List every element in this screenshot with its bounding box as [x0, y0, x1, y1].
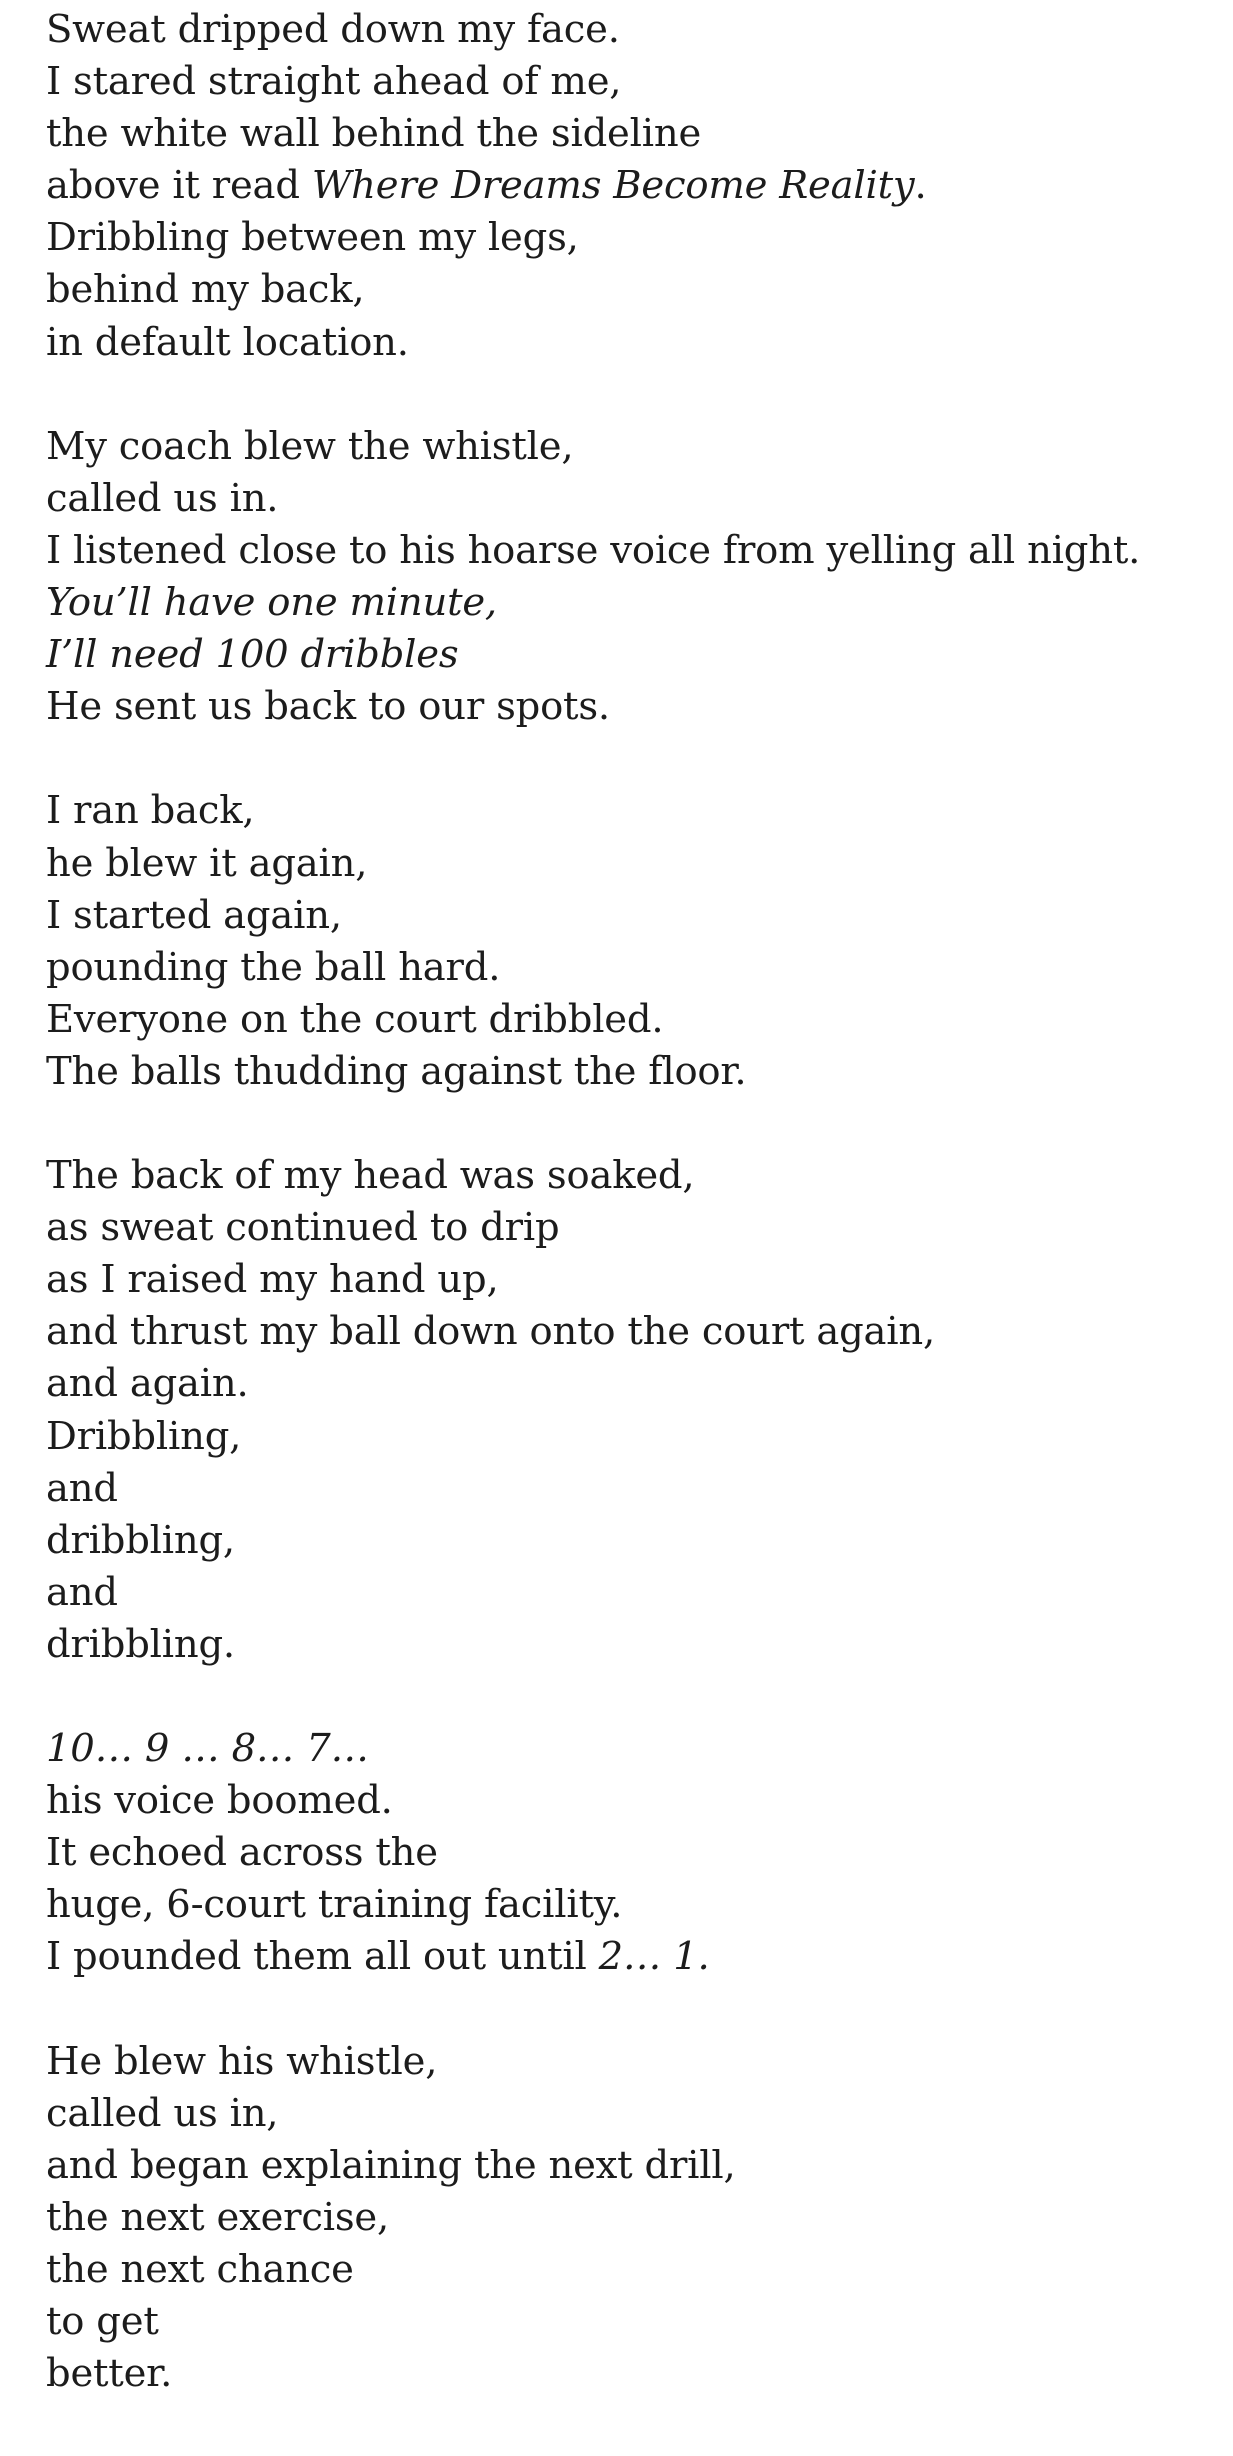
line-text: The back of my head was soaked, — [46, 1153, 695, 1199]
line-text: called us in, — [46, 2090, 279, 2136]
line-text: huge, 6-court training facility. — [46, 1882, 623, 1928]
line-text: the white wall behind the sideline — [46, 111, 702, 157]
italic-text: 2… 1. — [598, 1934, 710, 1980]
line-text: in default location. — [46, 319, 409, 365]
italic-text: 10… 9 … 8… 7… — [46, 1726, 369, 1772]
stanza — [46, 1723, 1216, 1983]
poem-line — [46, 1619, 1216, 1671]
line-text: He sent us back to our spots. — [46, 684, 610, 730]
poem-line — [46, 1775, 1216, 1827]
poem-line — [46, 1358, 1216, 1410]
line-text: and began explaining the next drill, — [46, 2142, 736, 2188]
poem-line — [46, 1306, 1216, 1358]
poem-line — [46, 1046, 1216, 1098]
poem-line — [46, 1150, 1216, 1202]
line-text: called us in. — [46, 475, 279, 521]
line-text: My coach blew the whistle, — [46, 423, 574, 469]
poem-line — [46, 160, 1216, 212]
line-text: . — [914, 163, 927, 209]
poem-line — [46, 1723, 1216, 1775]
poem-line — [46, 264, 1216, 316]
line-text: above it read — [46, 163, 312, 209]
poem-line — [46, 577, 1216, 629]
italic-text: You’ll have one minute, — [46, 580, 497, 626]
line-text: He blew his whistle, — [46, 2038, 438, 2084]
line-text: dribbling, — [46, 1517, 235, 1563]
line-text: and again. — [46, 1361, 249, 1407]
poem-line — [46, 421, 1216, 473]
poem-line — [46, 1567, 1216, 1619]
poem-line — [46, 1827, 1216, 1879]
line-text: I ran back, — [46, 788, 255, 834]
poem-line — [46, 785, 1216, 837]
stanza — [46, 4, 1216, 369]
line-text: pounding the ball hard. — [46, 944, 501, 990]
poem-line — [46, 1411, 1216, 1463]
poem-line — [46, 525, 1216, 577]
line-text: to get — [46, 2299, 159, 2345]
line-text: Sweat dripped down my face. — [46, 7, 620, 52]
poem-line — [46, 1879, 1216, 1931]
poem-line — [46, 994, 1216, 1046]
poem-line — [46, 942, 1216, 994]
line-text: I stared straight ahead of me, — [46, 59, 622, 105]
line-text: his voice boomed. — [46, 1778, 393, 1824]
stanza — [46, 421, 1216, 734]
stanza — [46, 2036, 1216, 2401]
poem-line — [46, 1463, 1216, 1515]
poem-line — [46, 2348, 1216, 2400]
poem-line — [46, 1202, 1216, 1254]
poem-line — [46, 629, 1216, 681]
line-text: dribbling. — [46, 1621, 235, 1667]
poem-line — [46, 108, 1216, 160]
poem-line — [46, 1254, 1216, 1306]
line-text: the next chance — [46, 2247, 354, 2293]
line-text: I listened close to his hoarse voice from yelling all night. — [46, 527, 1141, 573]
poem-line — [46, 4, 1216, 56]
line-text: better. — [46, 2351, 173, 2397]
line-text: behind my back, — [46, 267, 365, 313]
poem-line — [46, 2036, 1216, 2088]
poem-line — [46, 2088, 1216, 2140]
poem-line — [46, 212, 1216, 264]
poem-line — [46, 473, 1216, 525]
stanza — [46, 1150, 1216, 1671]
line-text: I started again, — [46, 892, 342, 938]
poem-line — [46, 56, 1216, 108]
line-text: and thrust my ball down onto the court again, — [46, 1309, 936, 1355]
poem-line — [46, 2192, 1216, 2244]
line-text: and — [46, 1465, 118, 1511]
line-text: Everyone on the court dribbled. — [46, 996, 664, 1042]
line-text: as I raised my hand up, — [46, 1257, 499, 1303]
line-text: I pounded them all out until — [46, 1934, 599, 1980]
italic-text: Where Dreams Become Reality — [311, 163, 915, 209]
poem-line — [46, 1515, 1216, 1567]
line-text: Dribbling, — [46, 1413, 242, 1459]
stanza — [46, 785, 1216, 1098]
line-text: he blew it again, — [46, 840, 368, 886]
poem-line — [46, 890, 1216, 942]
poem-line — [46, 2140, 1216, 2192]
line-text: and — [46, 1569, 118, 1615]
poem — [46, 4, 1216, 2400]
italic-text: I’ll need 100 dribbles — [46, 632, 459, 678]
poem-line — [46, 1931, 1216, 1983]
line-text: The balls thudding against the floor. — [46, 1048, 747, 1094]
line-text: Dribbling between my legs, — [46, 215, 579, 261]
poem-line — [46, 838, 1216, 890]
line-text: It echoed across the — [46, 1830, 438, 1876]
line-text: as sweat continued to drip — [46, 1205, 560, 1251]
line-text: the next exercise, — [46, 2194, 390, 2240]
poem-line — [46, 317, 1216, 369]
poem-line — [46, 2296, 1216, 2348]
poem-line — [46, 2244, 1216, 2296]
poem-line — [46, 681, 1216, 733]
